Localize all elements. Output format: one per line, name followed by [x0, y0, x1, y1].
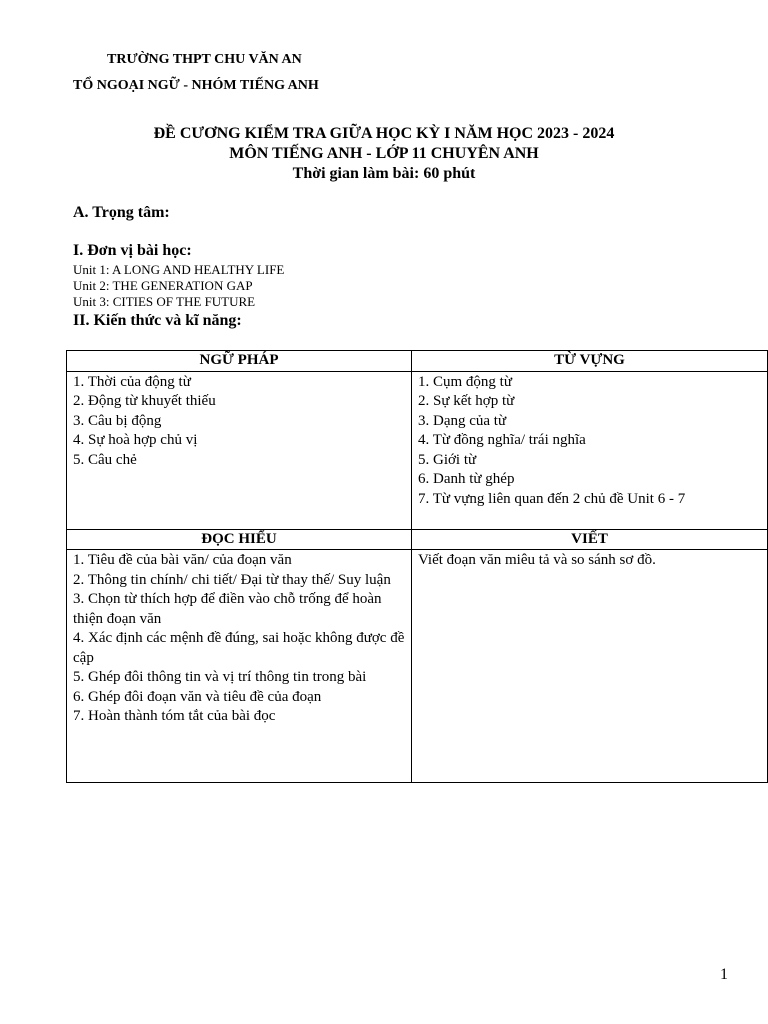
- section-ii-heading: II. Kiến thức và kĩ năng:: [73, 312, 242, 329]
- title-line-1: ĐỀ CƯƠNG KIỂM TRA GIỮA HỌC KỲ I NĂM HỌC 2023 - 2024: [153, 125, 615, 142]
- unit-item: Unit 1: A LONG AND HEALTHY LIFE: [73, 262, 285, 277]
- vocabulary-item: 7. Từ vựng liên quan đến 2 chủ đề Unit 6 - 7: [418, 490, 686, 507]
- department-name: TỔ NGOẠI NGỮ - NHÓM TIẾNG ANH: [73, 78, 319, 93]
- unit-list: [73, 262, 284, 310]
- unit-item: Unit 2: THE GENERATION GAP: [73, 278, 253, 293]
- writing-item: Viết đoạn văn miêu tả và so sánh sơ đồ.: [418, 552, 656, 568]
- table-header-row: [67, 529, 768, 550]
- vocabulary-cell: [412, 371, 768, 529]
- vocabulary-item: 4. Từ đồng nghĩa/ trái nghĩa: [418, 432, 586, 448]
- page-number: 1: [720, 966, 728, 983]
- vocabulary-item: 3. Dạng của từ: [418, 412, 507, 429]
- vocabulary-item: 6. Danh từ ghép: [418, 471, 515, 487]
- vocabulary-item: 2. Sự kết hợp từ: [418, 393, 515, 409]
- reading-item: 3. Chọn từ thích hợp để điền vào chỗ trống để hoàn thiện đoạn văn: [73, 591, 382, 627]
- title-line-3: Thời gian làm bài: 60 phút: [292, 165, 476, 182]
- school-name: TRƯỜNG THPT CHU VĂN AN: [107, 52, 302, 67]
- grammar-item: 5. Câu chẻ: [73, 451, 137, 468]
- reading-item: 6. Ghép đôi đoạn văn và tiêu đề của đoạn: [73, 688, 322, 705]
- document-title: [0, 124, 768, 184]
- writing-cell: [412, 550, 768, 783]
- vocabulary-header: TỪ VỰNG: [412, 351, 768, 372]
- reading-item: 5. Ghép đôi thông tin và vị trí thông tin trong bài: [73, 669, 367, 685]
- table-header-row: [67, 351, 768, 372]
- table-row: [67, 371, 768, 529]
- reading-item: 2. Thông tin chính/ chi tiết/ Đại từ thay thế/ Suy luận: [73, 571, 391, 588]
- reading-cell: [67, 550, 412, 783]
- reading-item: 4. Xác định các mệnh đề đúng, sai hoặc không được đề cập: [73, 630, 405, 666]
- reading-item: 7. Hoàn thành tóm tắt của bài đọc: [73, 708, 276, 724]
- vocabulary-item: 1. Cụm động từ: [418, 373, 512, 390]
- grammar-cell: [67, 371, 412, 529]
- grammar-item: 4. Sự hoà hợp chủ vị: [73, 432, 198, 448]
- unit-item: Unit 3: CITIES OF THE FUTURE: [73, 294, 256, 309]
- grammar-item: 2. Động từ khuyết thiếu: [73, 393, 216, 409]
- reading-header: ĐỌC HIỂU: [67, 529, 412, 550]
- reading-item: 1. Tiêu đề của bài văn/ của đoạn văn: [73, 552, 292, 568]
- writing-header: VIẾT: [412, 529, 768, 550]
- outline-table: [66, 350, 768, 783]
- table-row: [67, 550, 768, 783]
- vocabulary-item: 5. Giới từ: [418, 451, 477, 468]
- title-line-2: MÔN TIẾNG ANH - LỚP 11 CHUYÊN ANH: [229, 145, 539, 162]
- section-i-heading: I. Đơn vị bài học:: [73, 242, 192, 259]
- grammar-item: 1. Thời của động từ: [73, 373, 191, 390]
- grammar-item: 3. Câu bị động: [73, 412, 162, 429]
- section-a-heading: A. Trọng tâm:: [73, 204, 170, 221]
- grammar-header: NGỮ PHÁP: [67, 351, 412, 372]
